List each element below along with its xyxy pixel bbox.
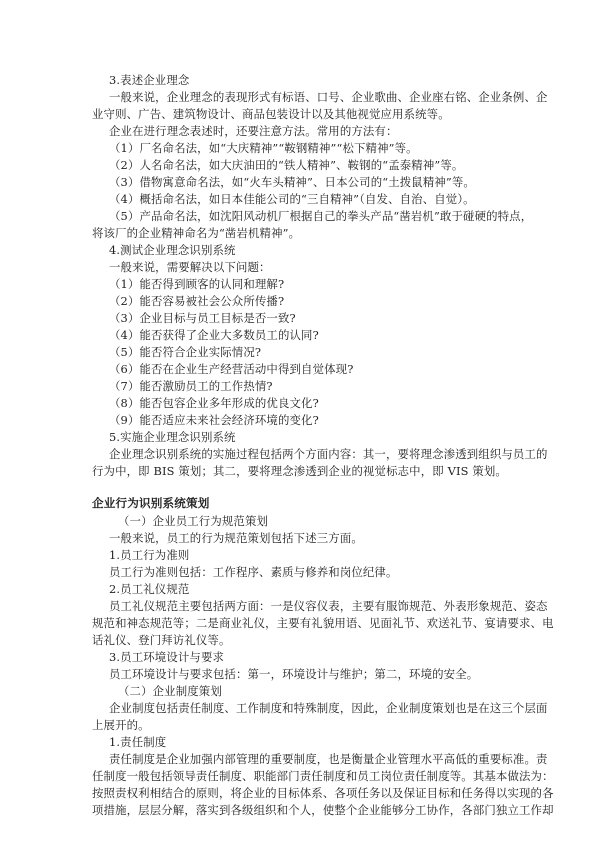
- list-item: （3）借物寓意命名法，如“火车头精神”、日本公司的“土拨鼠精神”等。: [109, 175, 475, 189]
- paragraph-line: 业守则、广告、建筑物设计、商品包装设计以及其他视觉应用系统等。: [92, 107, 450, 121]
- paragraph-line: 员工礼仪规范主要包括两方面：一是仪容仪表，主要有服饰规范、外表形象规范、姿态: [109, 599, 548, 613]
- paragraph-line: 一般来说，企业理念的表现形式有标语、口号、企业歌曲、企业座右铭、企业条例、企: [109, 90, 548, 104]
- list-item: （4）概括命名法，如日本佳能公司的“三自精神”（自发、自治、自觉）。: [109, 192, 475, 206]
- list-item: （8）能否包容企业多年形成的优良文化?: [109, 396, 319, 410]
- heading-express-philosophy: 3.表述企业理念: [109, 73, 190, 87]
- list-item: （6）能否在企业生产经营活动中得到自觉体现?: [109, 362, 354, 376]
- paragraph-line: 员工环境设计与要求包括：第一，环境设计与维护；第二，环境的安全。: [109, 667, 479, 681]
- subsection-heading: （一）企业员工行为规范策划: [118, 514, 269, 528]
- list-item: （2）人名命名法，如大庆油田的“铁人精神”、鞍钢的“孟泰精神”等。: [109, 158, 464, 172]
- paragraph-line: 企业制度包括责任制度、工作制度和特殊制度，因此，企业制度策划也是在这三个层面: [109, 701, 548, 715]
- list-item: （7）能否激励员工的工作热情?: [109, 379, 273, 393]
- subsection-heading: （二）企业制度策划: [118, 684, 222, 698]
- list-item: （9）能否适应未来社会经济环境的变化?: [109, 413, 319, 427]
- paragraph-line: 一般来说，需要解决以下问题：: [109, 260, 271, 274]
- heading-code-of-conduct: 1.员工行为准则: [109, 548, 190, 562]
- paragraph-line: 行为中，即 BIS 策划；其二，要将理念渗透到企业的视觉标志中，即 VIS 策划。: [92, 464, 507, 478]
- paragraph-line: 规范和神态规范等；二是商业礼仪，主要有礼貌用语、见面礼节、欢送礼节、宴请要求、电: [92, 616, 554, 630]
- heading-etiquette: 2.员工礼仪规范: [109, 582, 190, 596]
- section-title-behavior-identity: 企业行为识别系统策划: [92, 496, 210, 510]
- paragraph-line: 企业在进行理念表述时，还要注意方法。常用的方法有：: [109, 124, 398, 138]
- paragraph-line: 一般来说，员工的行为规范策划包括下述三方面。: [109, 531, 363, 545]
- heading-implement-philosophy: 5.实施企业理念识别系统: [109, 430, 236, 444]
- paragraph-line: 企业理念识别系统的实施过程包括两个方面内容：其一，要将理念渗透到组织与员工的: [109, 447, 548, 461]
- list-item: （2）能否容易被社会公众所传播?: [109, 294, 285, 308]
- list-item: （5）能否符合企业实际情况?: [109, 345, 262, 359]
- paragraph-line: 任制度一般包括领导责任制度、职能部门责任制度和员工岗位责任制度等。其基本做法为：: [92, 769, 554, 783]
- heading-responsibility-system: 1.责任制度: [109, 735, 167, 749]
- paragraph-line: 按照责权利相结合的原则，将企业的目标体系、各项任务以及保证目标和任务得以实现的各: [92, 786, 554, 800]
- heading-environment: 3.员工环境设计与要求: [109, 650, 225, 664]
- heading-test-philosophy: 4.测试企业理念识别系统: [109, 243, 236, 257]
- list-item: （1）厂名命名法，如“大庆精神”“鞍钢精神”“松下精神”等。: [109, 141, 418, 155]
- paragraph-line: 话礼仪、登门拜访礼仪等。: [92, 633, 231, 647]
- paragraph-line: 责任制度是企业加强内部管理的重要制度，也是衡量企业管理水平高低的重要标准。责: [109, 752, 548, 766]
- paragraph-line: 员工行为准则包括：工作程序、素质与修养和岗位纪律。: [109, 565, 398, 579]
- list-item: （1）能否得到顾客的认同和理解?: [109, 277, 285, 291]
- list-item: （5）产品命名法，如沈阳风动机厂根据自己的拳头产品“凿岩机”敢于碰硬的特点，: [109, 209, 533, 223]
- paragraph-line: 上展开的。: [92, 718, 150, 732]
- list-item: （4）能否获得了企业大多数员工的认同?: [109, 328, 319, 342]
- list-item: （3）企业目标与员工目标是否一致?: [109, 311, 296, 325]
- list-item-continuation: 将该厂的企业精神命名为“凿岩机精神”。: [92, 226, 301, 240]
- paragraph-line: 项措施，层层分解，落实到各级组织和个人，使整个企业能够分工协作，各部门独立工作却: [92, 803, 554, 817]
